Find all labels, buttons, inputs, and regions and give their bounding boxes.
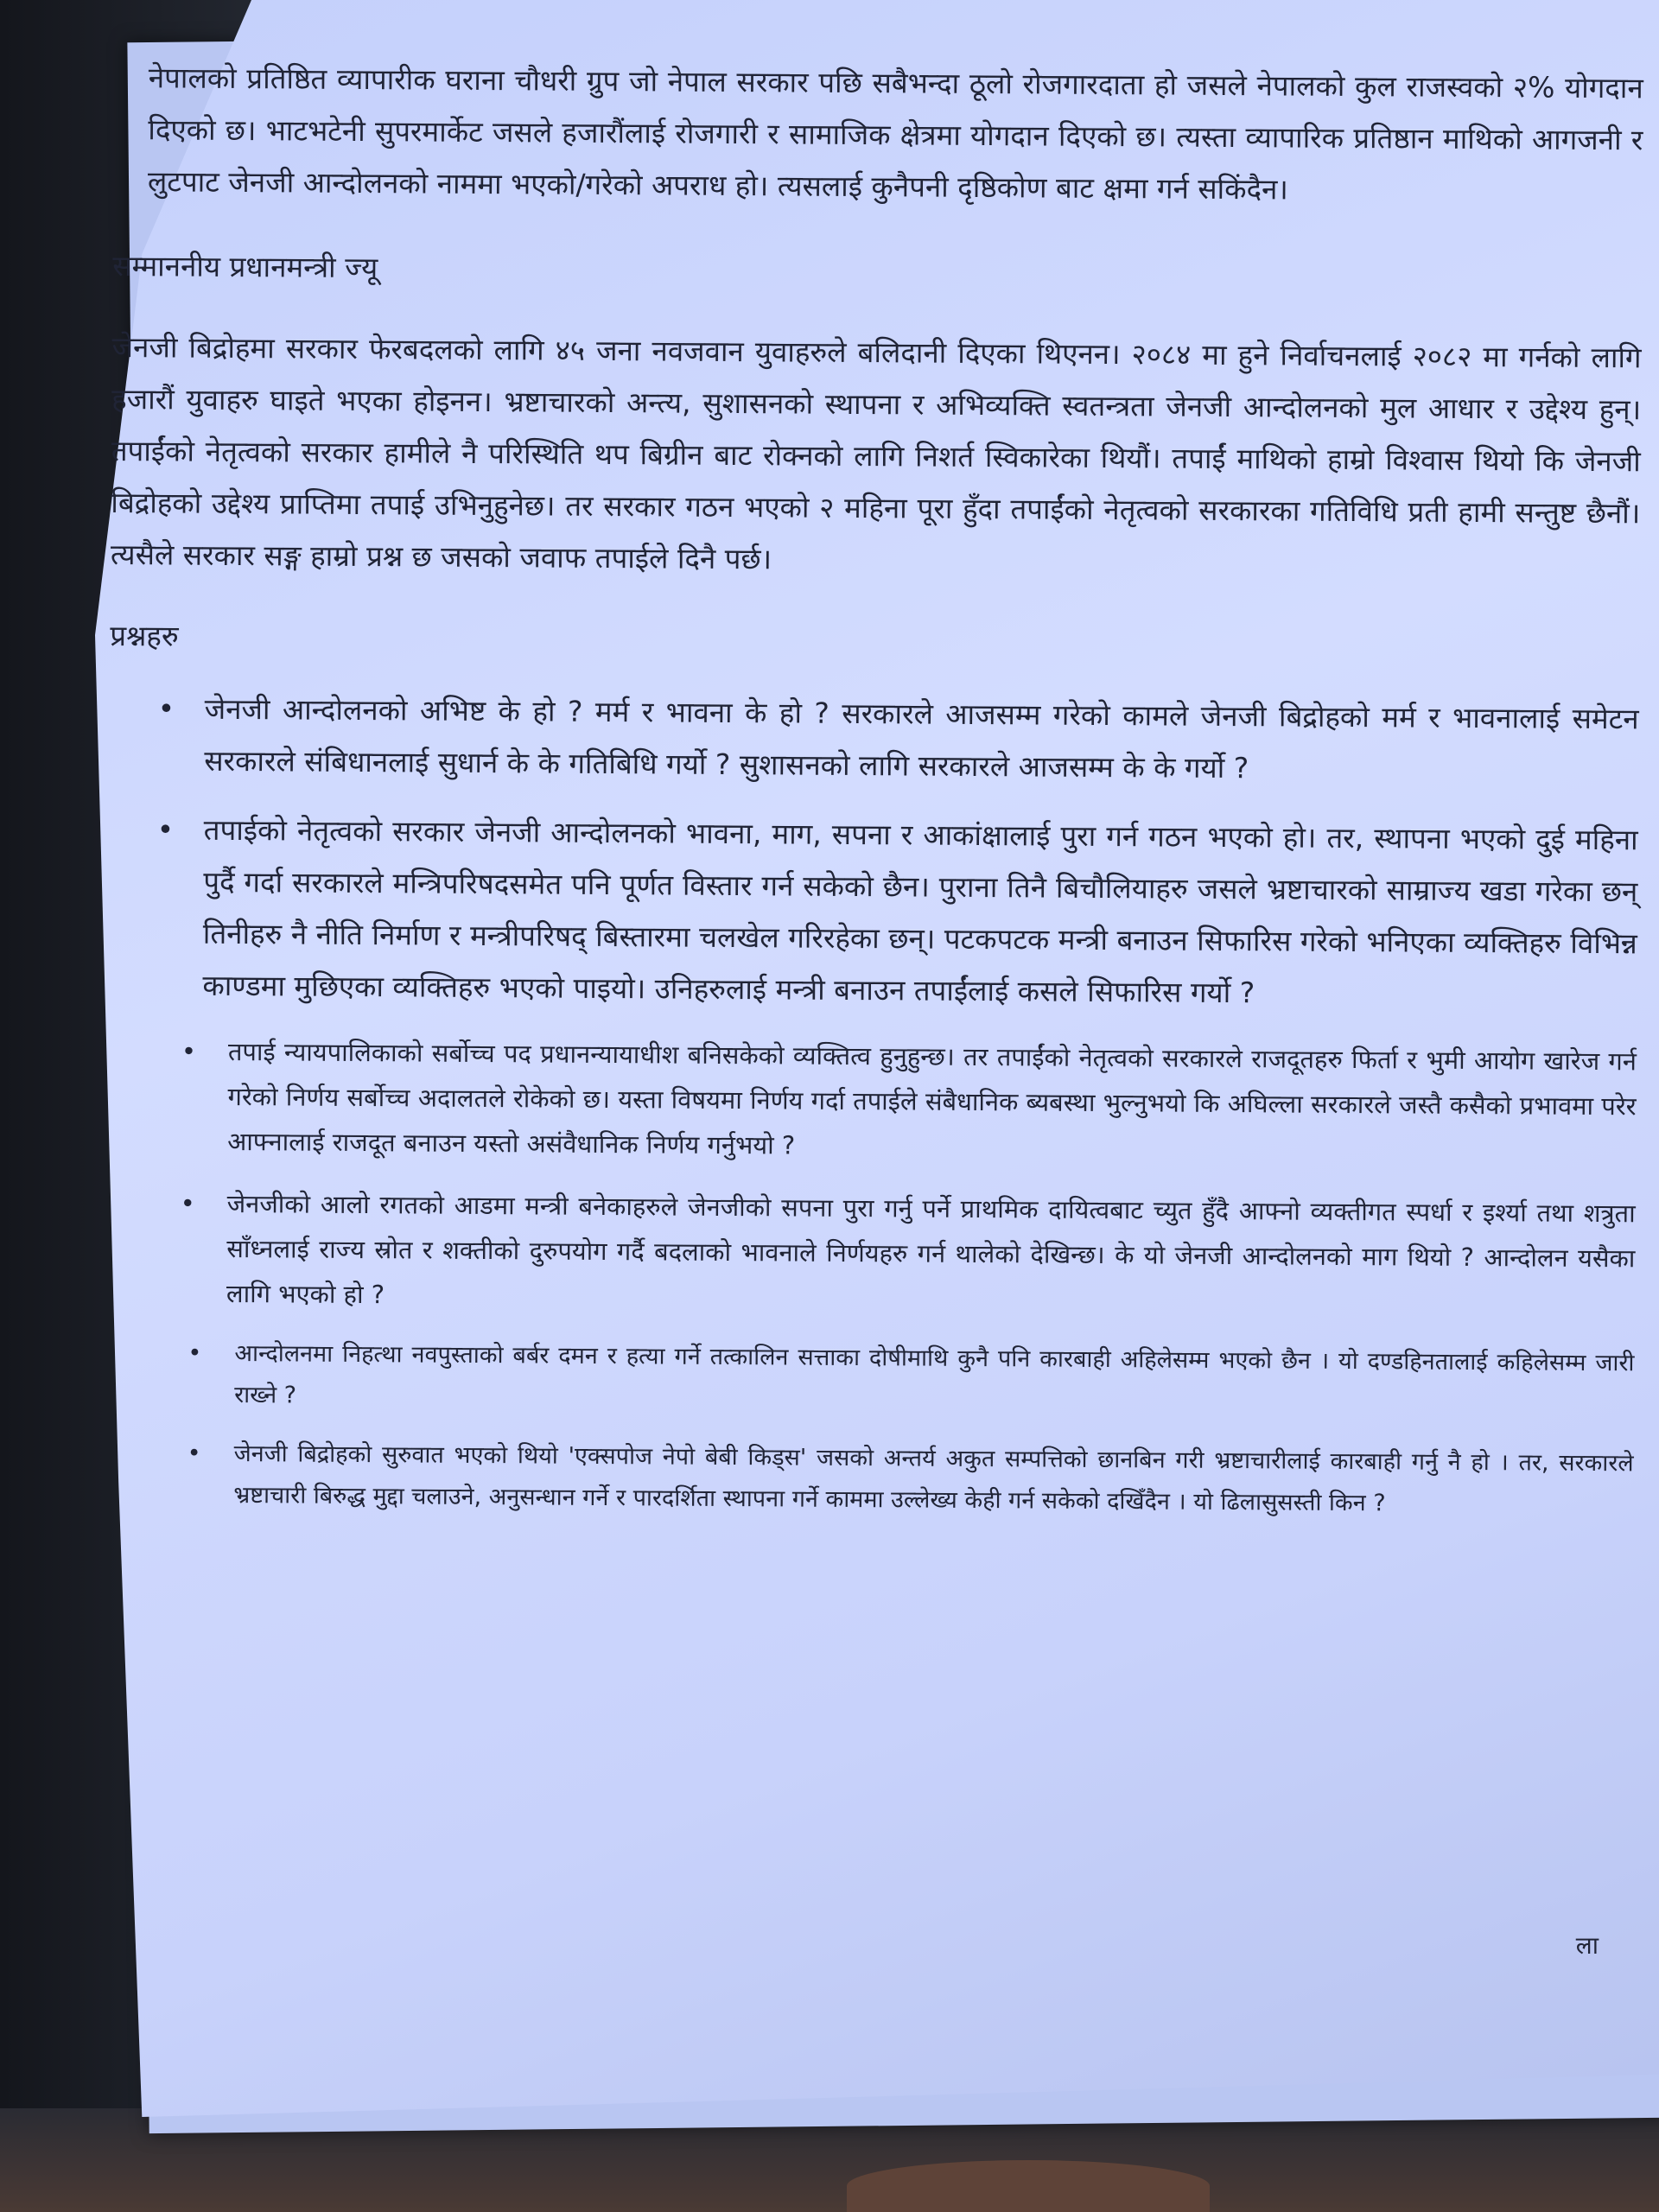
bullet-icon: • (181, 1036, 197, 1066)
bullet-icon: • (180, 1188, 195, 1218)
question-item (180, 1181, 1636, 1325)
question-text: जेनजी बिद्रोहको सुरुवात भएको थियो 'एक्सपोज नेपो बेबी किड्स' जसको अन्तर्य अकुत सम्पत्तिको छानबिन गरी भ्रष्टाचारीलाई कारबाही गर्नु नै हो । तर, सरकारले भ्रष्टाचारी बिरुद्ध मुद्दा चलाउने, अनुसन्धान गर्ने र पारदर्शिता स्थापना गर्ने काममा उल्लेख्य केही गर्न सकेको दखिँदैन । यो ढिलासुसस्ती किन ? (233, 1440, 1634, 1517)
question-item (187, 1433, 1634, 1526)
bullet-icon: • (187, 1440, 201, 1467)
question-item (157, 683, 1639, 798)
questions-heading: प्रश्नहरु (110, 618, 179, 653)
bullet-icon: • (188, 1339, 202, 1367)
main-paragraph: जेनजी बिद्रोहमा सरकार फेरबदलको लागि ४५ जना नवजवान युवाहरुले बलिदानी दिएका थिएनन। २०८४ मा हुने निर्वाचनलाई २०८२ मा गर्नको लागि हजारौं युवाहरु घाइते भएका होइनन। भ्रष्टाचारको अन्त्य, सुशासनको स्थापना र अभिव्यक्ति स्वतन्त्रता जेनजी आन्दोलनको मुल आधार र उद्देश्य हुन्। तपाईंको नेतृत्वको सरकार हामीले नै परिस्थिति थप बिग्रीन बाट रोक्नको लागि निशर्त स्विकारेका थियौं। तपाईं माथिको हाम्रो विश्वास थियो कि जेनजी बिद्रोहको उद्देश्य प्राप्तिमा तपाई उभिनुहुनेछ। तर सरकार गठन भएको २ महिना पूरा हुँदा तपाईंको नेतृत्वको सरकारका गतिविधि प्रती हामी सन्तुष्ट छैनौं। त्यसैले सरकार सङ्ग हाम्रो प्रश्न छ जसको जवाफ तपाईले दिनै पर्छ। (110, 329, 1642, 576)
intro-paragraph: नेपालको प्रतिष्ठित व्यापारीक घराना चौधरी ग्रुप जो नेपाल सरकार पछि सबैभन्दा ठूलो रोजगारदाता हो जसले नेपालको कुल राजस्वको २% योगदान दिएको छ। भाटभटेनी सुपरमार्केट जसले हजारौंलाई रोजगारी र सामाजिक क्षेत्रमा योगदान दिएको छ। त्यस्ता व्यापारिक प्रतिष्ठान माथिको आगजनी र लुटपाट जेनजी आन्दोलनको नाममा भएको/गरेको अपराध हो। त्यसलाई कुनैपनी दृष्ठिकोण बाट क्षमा गर्न सकिंदैन। (147, 60, 1643, 207)
question-item (181, 1029, 1637, 1173)
question-text: तपाई न्यायपालिकाको सर्बोच्च पद प्रधानन्यायाधीश बनिसकेको व्यक्तित्व हुनुहुन्छ। तर तपाईंको नेतृत्वको सरकारले राजदूतहरु फिर्ता र भुमी आयोग खारेज गर्न गरेको निर्णय सर्बोच्च अदालतले रोकेको छ। यस्ता विषयमा निर्णय गर्दा तपाईले संबैधानिक ब्यबस्था भुल्नुभयो कि अघिल्ला सरकारले जस्तै कसैको प्रभावमा परेर आफ्नालाई राजदूत बनाउन यस्तो असंवैधानिक निर्णय गर्नुभयो ? (227, 1036, 1637, 1160)
questions-list (104, 683, 1639, 1526)
bullet-icon: • (156, 812, 175, 847)
salutation: सम्माननीय प्रधानमन्त्री ज्यू (112, 248, 378, 285)
question-item (156, 804, 1638, 1022)
question-item (188, 1333, 1635, 1426)
holding-finger (847, 2160, 1210, 2212)
document-text (104, 52, 1643, 1543)
question-text: आन्दोलनमा निहत्था नवपुस्ताको बर्बर दमन र हत्या गर्ने तत्कालिन सत्ताका दोषीमाथि कुनै पनि कारबाही अहिलेसम्म भएको छैन । यो दण्डहिनतालाई कहिलेसम्म जारी राख्ने ? (234, 1340, 1635, 1409)
question-text: जेनजी आन्दोलनको अभिष्ट के हो ? मर्म र भावना के हो ? सरकारले आजसम्म गरेको कामले जेनजी बिद्रोहको मर्म र भावनालाई समेटन सरकारले संबिधानलाई सुधार्न के के गतिबिधि गर्यो ? सुशासनको लागि सरकारले आजसम्म के के गर्यो ? (204, 691, 1639, 785)
bullet-icon: • (157, 691, 175, 726)
question-text: तपाईको नेतृत्वको सरकार जेनजी आन्दोलनको भावना, माग, सपना र आकांक्षालाई पुरा गर्न गठन भएको हो। तर, स्थापना भएको दुई महिना पुर्दै गर्दा सरकारले मन्त्रिपरिषदसमेत पनि पूर्णत विस्तार गर्न सकेको छैन। पुराना तिनै बिचौलियाहरु जसले भ्रष्टाचारको साम्राज्य खडा गरेका छन् तिनीहरु नै नीति निर्माण र मन्त्रीपरिषद् बिस्तारमा चलखेल गरिरहेका छन्। पटकपटक मन्त्री बनाउन सिफारिस गरेको भनिएका व्यक्तिहरु विभिन्न काण्डमा मुछिएका व्यक्तिहरु भएको पाइयो। उनिहरुलाई मन्त्री बनाउन तपाईंलाई कसले सिफारिस गर्यो ? (202, 812, 1638, 1010)
page-edge-mark: ला (1575, 1931, 1599, 1960)
question-text: जेनजीको आलो रगतको आडमा मन्त्री बनेकाहरुले जेनजीको सपना पुरा गर्नु पर्ने प्राथमिक दायित्वबाट च्युत हुँदै आफ्नो व्यक्तीगत स्पर्धा र इर्श्या तथा शत्रुता साँध्नलाई राज्य स्रोत र शक्तीको दुरुपयोग गर्दै बदलाको भावनाले निर्णयहरु गर्न थालेको देखिन्छ। के यो जेनजी आन्दोलनको माग थियो ? आन्दोलन यसैका लागि भएको हो ? (226, 1188, 1636, 1310)
